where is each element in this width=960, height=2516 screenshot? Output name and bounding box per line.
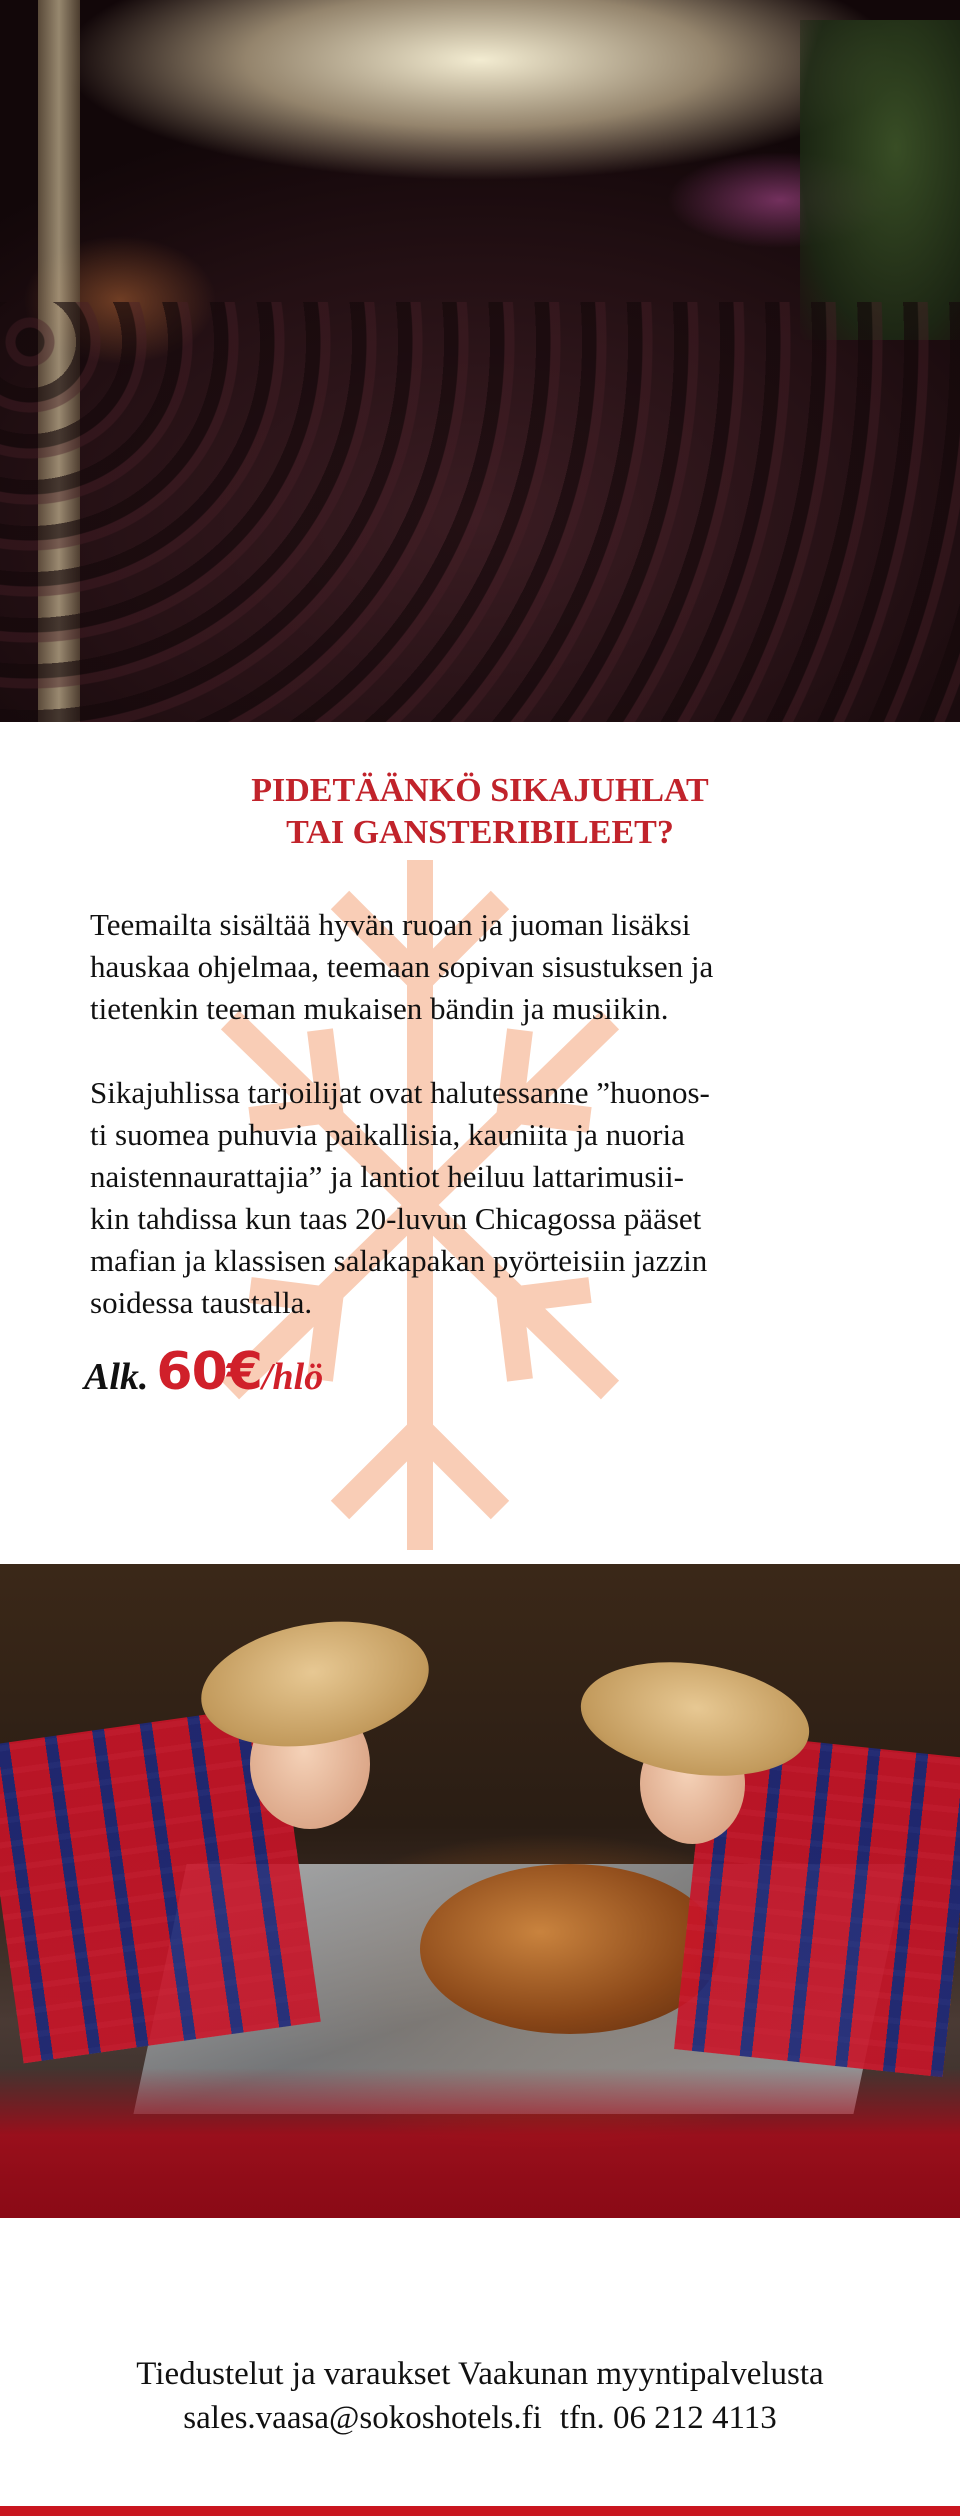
bottom-bar: [0, 2506, 960, 2516]
party-hall-photo: [0, 0, 960, 722]
red-tablecloth: [0, 2068, 960, 2218]
text-line: hauskaa ohjelmaa, teemaan sopivan sisustuksen ja: [90, 949, 714, 984]
pig-roast-photo: [0, 1564, 960, 2218]
paragraph-intro: [90, 904, 880, 1030]
price-unit: /hlö: [261, 1356, 324, 1398]
price-amount: 60€: [156, 1342, 262, 1402]
contact-footer: [0, 2352, 960, 2440]
text-line: naistennaurattajia” ja lantiot heiluu lattarimusii-: [90, 1159, 684, 1194]
text-line: ti suomea puhuvia paikallisia, kauniita ja nuoria: [90, 1117, 685, 1152]
footer-heading: Tiedustelut ja varaukset Vaakunan myyntipalvelusta: [136, 2356, 824, 2392]
price-prefix: Alk.: [84, 1356, 149, 1398]
text-line: soidessa taustalla.: [90, 1285, 313, 1320]
text-line: tietenkin teeman mukaisen bändin ja musiikin.: [90, 991, 669, 1026]
contact-line: [0, 2396, 960, 2440]
text-line: kin tahdissa kun taas 20-luvun Chicagossa pääset: [90, 1201, 702, 1236]
email-link[interactable]: sales.vaasa@sokoshotels.fi: [183, 2400, 542, 2436]
headline: [0, 770, 960, 854]
plant: [800, 20, 960, 340]
price-tag: [84, 1342, 323, 1407]
roast-pig: [420, 1864, 720, 2034]
headline-line: TAI GANSTERIBILEET?: [286, 814, 674, 851]
text-line: mafian ja klassisen salakapakan pyörteisiin jazzin: [90, 1243, 708, 1278]
paragraph-themes: [90, 1072, 880, 1324]
text-line: Sikajuhlissa tarjoilijat ovat halutessanne ”huonos-: [90, 1075, 710, 1110]
text-line: Teemailta sisältää hyvän ruoan ja juoman lisäksi: [90, 907, 691, 942]
crowd: [0, 302, 960, 722]
headline-line: PIDETÄÄNKÖ SIKAJUHLAT: [251, 772, 709, 809]
phone-number: tfn. 06 212 4113: [559, 2400, 777, 2436]
